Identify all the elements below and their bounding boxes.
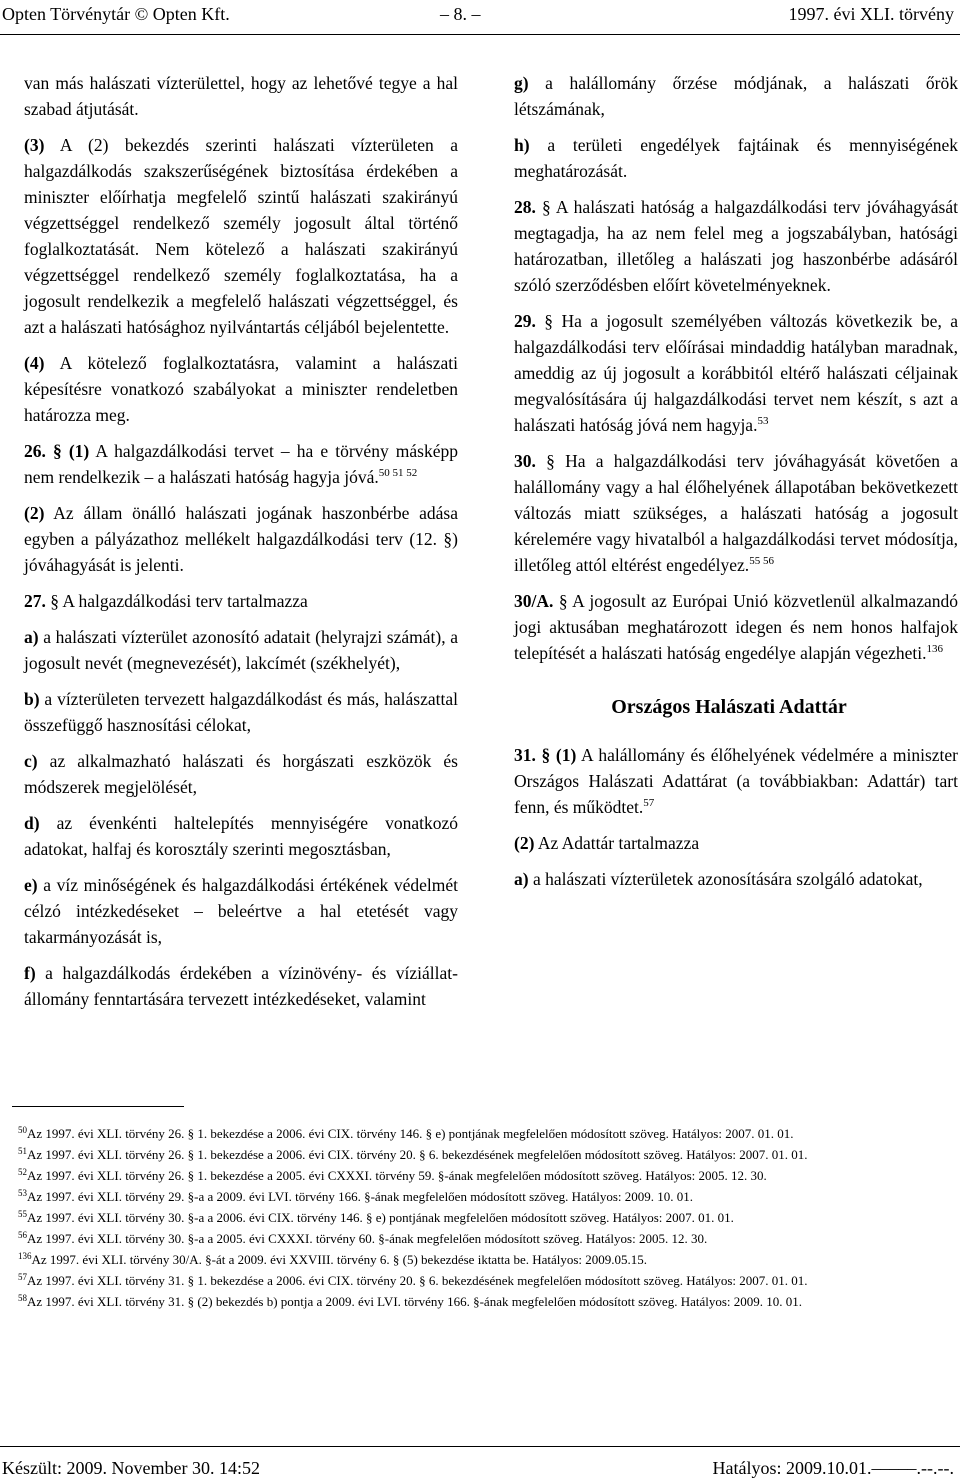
section-29: 29. § Ha a jogosult személyében változás következik be, a halgazdálkodási terv előírásai mindaddig hatályban maradnak, ameddig az új jogosult a korábbitól eltérő halászati céljainak megvalósítására új halgazdálkodási tervet nem készít, s azt a halászati hatóság jóvá nem hagyja.$^{53}$ — [514, 311, 958, 435]
list-item: a) a halászati vízterületek azonosítására szolgáló adatokat, — [514, 869, 923, 889]
footnote-divider — [12, 1106, 184, 1107]
footnote: $^{136}$Az 1997. évi XLI. törvény 30/A. §-át a 2009. évi XXVIII. törvény 6. § (5) bekezdése iktatta be. Hatályos: 2009.05.15. — [18, 1251, 648, 1267]
footnote: $^{55}$Az 1997. évi XLI. törvény 30. §-a a 2006. évi CIX. törvény 146. § e) pontjának megfelelően módosított szöveg. Hatályos: 2007. 01. 01. — [18, 1209, 734, 1225]
footnote-ref[interactable]: 50 51 52 — [378, 467, 418, 479]
footer-effective: Hatályos: 2009.10.01.–––––.--.--. — [712, 1458, 954, 1478]
footnote-ref[interactable]: 53 — [757, 415, 769, 427]
footnote: $^{53}$Az 1997. évi XLI. törvény 29. §-a a 2009. évi LVI. törvény 166. §-ának megfelelően módosított szöveg. Hatályos: 2009. 10. 01. — [18, 1188, 693, 1204]
footnote: $^{56}$Az 1997. évi XLI. törvény 30. §-a a 2005. évi CXXXI. törvény 60. §-ának megfelelően módosított szöveg. Hatályos: 2005. 12. 30. — [18, 1230, 708, 1246]
paragraph-4: (4) A kötelező foglalkoztatásra, valamint a halászati képesítésre vonatkozó szabályokat a miniszter rendeletben határozza meg. — [24, 353, 458, 425]
section-26-2: (2) Az állam önálló halászati jogának haszonbérbe adása egyben a pályázathoz mellékelt halgazdálkodási terv (12. §) jóváhagyását is jelenti. — [24, 503, 458, 575]
footnote: $^{58}$Az 1997. évi XLI. törvény 31. § (2) bekezdés b) pontja a 2009. évi LVI. törvény 166. §-ának megfelelően módosított szöveg. Hatályos: 2009. 10. 01. — [18, 1293, 803, 1309]
list-item: h) a területi engedélyek fajtáinak és mennyiségének meghatározását. — [514, 135, 958, 181]
section-heading: Országos Halászati Adattár — [611, 696, 847, 718]
list-item: d) az évenkénti haltelepítés mennyiségére vonatkozó adatokat, halfaj és korosztály szerinti megosztásban, — [24, 813, 458, 859]
section-31: 31. § (1) A halállomány és élőhelyének védelmére a miniszter Országos Halászati Adattárat (a továbbiakban: Adattár) tart fenn, és működtet.$^{57}$ — [514, 745, 959, 817]
list-item: g) a halállomány őrzése módjának, a halászati őrök létszámának, — [514, 73, 958, 119]
footnotes — [2, 1124, 957, 1313]
list-item: f) a halgazdálkodás érdekében a vízinövény- és víziállat-állomány fenntartására tervezett intézkedéseket, valamint — [24, 963, 458, 1009]
left-column — [10, 70, 458, 1022]
footer-divider — [0, 1446, 960, 1447]
header-law-title: 1997. évi XLI. törvény — [788, 4, 954, 24]
section-28: 28. § A halászati hatóság a halgazdálkodási terv jóváhagyását megtagadja, ha az nem felel meg a jogszabályban, hatósági határozatban, illetőleg a halászati jog haszonbérbe adásáról szóló szerződésben előírt követelményeknek. — [514, 197, 958, 295]
section-30: 30. § Ha a halgazdálkodási terv jóváhagyását követően a halállomány vagy a hal élőhelyének állapotában bekövetkezett változás miatt szükséges, a halászati hatóság a jogosult kérelemére vagy hivatalból a halgazdálkodási tervet módosítja, illetőleg attól eltérést engedélyez.$^{55 56}$ — [514, 451, 958, 575]
list-item: c) az alkalmazható halászati és horgászati eszközök és módszerek megjelölését, — [24, 751, 458, 797]
paragraph-3: (3) A (2) bekezdés szerinti halászati vízterületen a halgazdálkodás szakszerűségének biztosítása érdekében a miniszter előírhatja megfelelő szintű halászati szakirányú végzettséggel rendelkező személy jogosult által történő foglalkoztatását. Nem kötelező a halászati szakirányú végzettséggel rendelkező személy foglalkoztatása, ha a jogosult rendelkezik a megfelelő halászati végzettséggel, és azt a halászati hatósághoz nyilvántartás céljából bejelentette. — [24, 135, 458, 337]
section-26: 26. § (1) A halgazdálkodási tervet – ha e törvény másképp nem rendelkezik – a halászati hatóság hagyja jóvá.$^{50 51 52}$ — [24, 441, 458, 487]
footnote-ref[interactable]: 55 56 — [749, 555, 774, 567]
list-item: e) a víz minőségének és halgazdálkodási értékének védelmét célzó intézkedéseket – beleértve a hal etetését vagy takarmányozását is, — [24, 875, 458, 947]
footnote-ref[interactable]: 57 — [643, 797, 655, 809]
footnote: $^{52}$Az 1997. évi XLI. törvény 26. § 1. bekezdése a 2005. évi CXXXI. törvény 59. §-ának megfelelően módosított szöveg. Hatályos: 2005. 12. 30. — [18, 1167, 767, 1183]
list-item: a) a halászati vízterület azonosító adatait (helyrajzi számát), a jogosult nevét (megnevezését), lakcímét (székhelyét), — [24, 627, 458, 673]
header-publisher: Opten Törvénytár © Opten Kft. — [2, 4, 230, 24]
section-31-2: (2) Az Adattár tartalmazza — [514, 833, 700, 853]
footnote: $^{57}$Az 1997. évi XLI. törvény 31. § 1. bekezdése a 2006. évi CIX. törvény 20. § 6. bekezdésének megfelelően módosított szöveg. Hatályos: 2007. 01. 01. — [18, 1272, 808, 1288]
page-footer — [0, 1458, 960, 1482]
page-header — [0, 4, 960, 28]
footer-created: Készült: 2009. November 30. 14:52 — [2, 1458, 260, 1478]
footnote-ref[interactable]: 136 — [926, 643, 944, 655]
section-27: 27. § A halgazdálkodási terv tartalmazza — [24, 591, 308, 611]
paragraph: van más halászati vízterülettel, hogy az lehetővé tegye a hal szabad átjutását. — [24, 73, 458, 119]
header-page-number: – 8. – — [440, 4, 481, 24]
section-30a: 30/A. § A jogosult az Európai Unió közvetlenül alkalmazandó jogi aktusában meghatározott idegen és nem honos halfajok telepítését a halászati hatóság engedélye alapján végezheti.$^{136}$ — [514, 591, 958, 663]
footnote: $^{51}$Az 1997. évi XLI. törvény 26. § 1. bekezdése a 2006. évi CIX. törvény 20. § 6. bekezdésének megfelelően módosított szöveg. Hatályos: 2007. 01. 01. — [18, 1146, 808, 1162]
header-divider — [0, 34, 960, 35]
right-column — [500, 70, 958, 902]
footnote: $^{50}$Az 1997. évi XLI. törvény 26. § 1. bekezdése a 2006. évi CIX. törvény 146. § e) pontjának megfelelően módosított szöveg. Hatályos: 2007. 01. 01. — [18, 1125, 794, 1141]
list-item: b) a vízterületen tervezett halgazdálkodást és más, halászattal összefüggő hasznosítási célokat, — [24, 689, 458, 735]
